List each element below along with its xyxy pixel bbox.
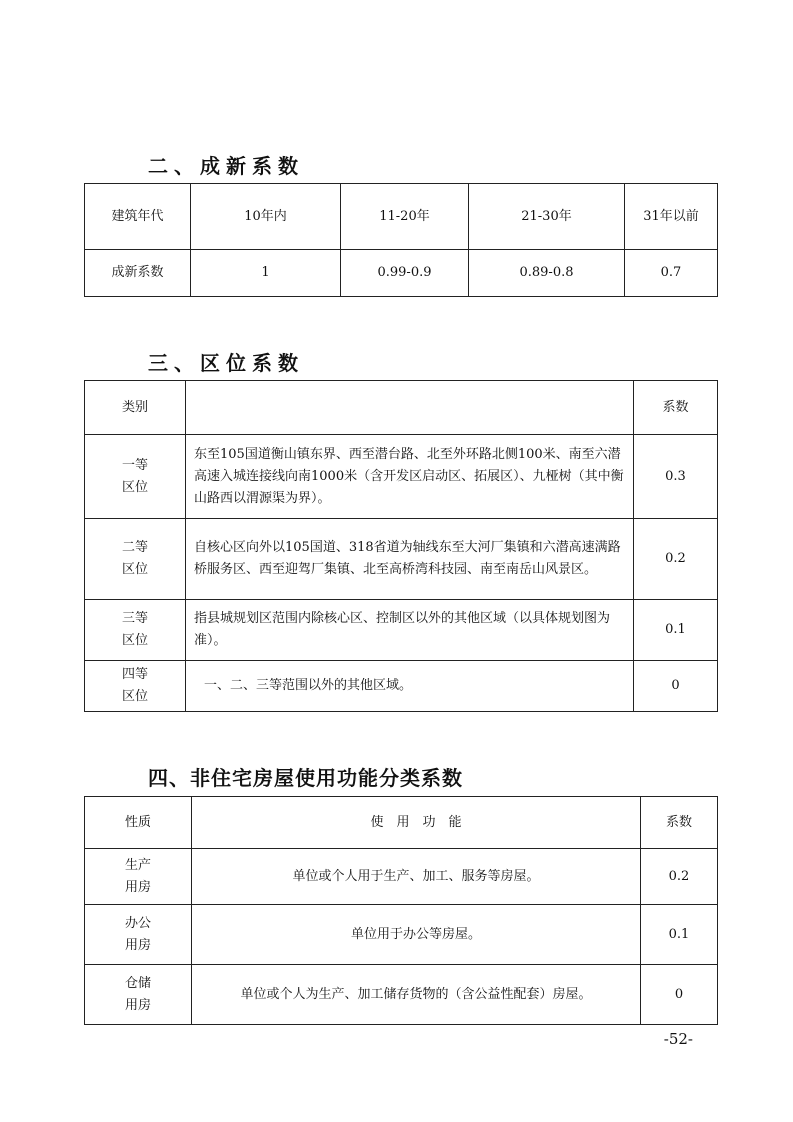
table-row bbox=[85, 250, 718, 297]
category-cell: 仓储 用房 bbox=[85, 965, 192, 1025]
table-header-description bbox=[186, 381, 634, 435]
table-header-function: 使 用 功 能 bbox=[192, 797, 641, 849]
category-cell: 四等 区位 bbox=[85, 661, 186, 712]
table-header-coefficient: 系数 bbox=[641, 797, 718, 849]
coefficient-cell: 0.3 bbox=[634, 435, 718, 519]
table-row bbox=[85, 600, 718, 661]
description-cell: 东至105国道衡山镇东界、西至潜台路、北至外环路北侧100米、南至六潜高速入城连接线向南1000米（含开发区启动区、拓展区）、九桠树（其中衡山路西以渭源渠为界）。 bbox=[186, 435, 634, 519]
table-cell: 1 bbox=[191, 250, 341, 297]
table-cell: 0.89-0.8 bbox=[469, 250, 625, 297]
table-row bbox=[85, 519, 718, 600]
location-coefficient-table bbox=[84, 380, 718, 712]
section3-heading: 三、区位系数 bbox=[148, 351, 304, 375]
table-cell: 21-30年 bbox=[469, 184, 625, 250]
coefficient-cell: 0.2 bbox=[641, 849, 718, 905]
table-header-category: 类别 bbox=[85, 381, 186, 435]
section2-heading: 二、成新系数 bbox=[148, 154, 304, 178]
table-cell: 0.7 bbox=[625, 250, 718, 297]
coefficient-cell: 0.1 bbox=[641, 905, 718, 965]
table-cell: 成新系数 bbox=[85, 250, 191, 297]
table-cell: 10年内 bbox=[191, 184, 341, 250]
coefficient-cell: 0 bbox=[634, 661, 718, 712]
table-row bbox=[85, 184, 718, 250]
table-row bbox=[85, 797, 718, 849]
table-row bbox=[85, 435, 718, 519]
table-cell: 31年以前 bbox=[625, 184, 718, 250]
table-row bbox=[85, 661, 718, 712]
table-cell: 11-20年 bbox=[341, 184, 469, 250]
table-row bbox=[85, 965, 718, 1025]
coefficient-cell: 0 bbox=[641, 965, 718, 1025]
table-row bbox=[85, 381, 718, 435]
description-cell: 单位或个人用于生产、加工、服务等房屋。 bbox=[192, 849, 641, 905]
category-cell: 一等 区位 bbox=[85, 435, 186, 519]
category-cell: 三等 区位 bbox=[85, 600, 186, 661]
description-cell: 单位用于办公等房屋。 bbox=[192, 905, 641, 965]
category-cell: 生产 用房 bbox=[85, 849, 192, 905]
table-row bbox=[85, 905, 718, 965]
table-header-coefficient: 系数 bbox=[634, 381, 718, 435]
section4-heading: 四、非住宅房屋使用功能分类系数 bbox=[148, 766, 463, 790]
category-cell: 办公 用房 bbox=[85, 905, 192, 965]
description-cell: 指县城规划区范围内除核心区、控制区以外的其他区域（以具体规划图为准）。 bbox=[186, 600, 634, 661]
age-coefficient-table bbox=[84, 183, 718, 297]
page-number: -52- bbox=[663, 1030, 693, 1048]
category-cell: 二等 区位 bbox=[85, 519, 186, 600]
description-cell: 单位或个人为生产、加工储存货物的（含公益性配套）房屋。 bbox=[192, 965, 641, 1025]
coefficient-cell: 0.2 bbox=[634, 519, 718, 600]
coefficient-cell: 0.1 bbox=[634, 600, 718, 661]
table-row bbox=[85, 849, 718, 905]
table-header-nature: 性质 bbox=[85, 797, 192, 849]
description-cell: 一、二、三等范围以外的其他区域。 bbox=[186, 661, 634, 712]
usage-coefficient-table bbox=[84, 796, 718, 1025]
table-cell: 0.99-0.9 bbox=[341, 250, 469, 297]
table-cell: 建筑年代 bbox=[85, 184, 191, 250]
description-cell: 自核心区向外以105国道、318省道为轴线东至大河厂集镇和六潜高速满路桥服务区、西至迎驾厂集镇、北至高桥湾科技园、南至南岳山风景区。 bbox=[186, 519, 634, 600]
